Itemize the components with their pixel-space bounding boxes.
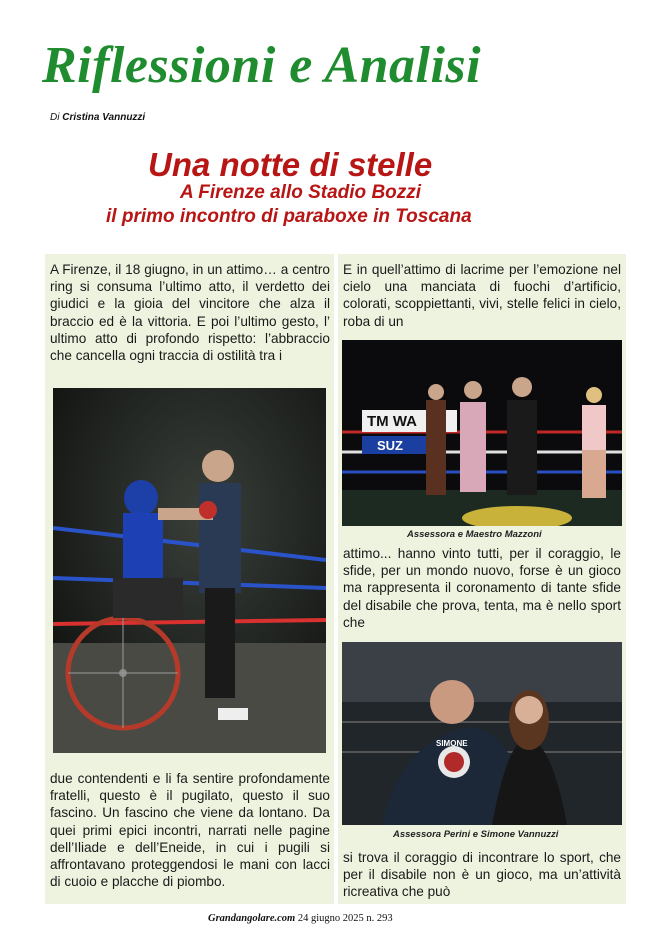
photo-boxer-wheelchair	[53, 388, 326, 753]
right-text-top: E in quell’attimo di lacrime per l’emozione nel cielo una manciata di fuochi d’artificio, colorati, scoppiettanti, vivi, stelle felici in cielo, roba di un	[343, 262, 621, 329]
left-text-top: A Firenze, il 18 giugno, in un attimo… a centro ring si consuma l’ultimo atto, il verdetto dei giudici e la gioia del vincitore che alza il braccio ed è la vittoria. E poi l’ultimo gesto, l’ ultimo atto di profondo rispetto: l’abbraccio che cancella ogni traccia di ostilità tra i	[50, 262, 330, 364]
article-subhead-2: il primo incontro di paraboxe in Toscana	[106, 206, 472, 227]
byline-prefix: Di	[50, 112, 60, 123]
right-text-middle: attimo... hanno vinto tutti, per il coraggio, le sfide, per un mondo nuovo, forse è un gioco ma rappresenta il coronamento di tante sfide del disabile che prova, tenta, ma è nello sport che	[343, 546, 621, 630]
article-subhead-1: A Firenze allo Stadio Bozzi	[180, 182, 422, 203]
banner-text-1: TM WA	[367, 413, 417, 430]
left-text-bottom: due contendenti e li fa sentire profondamente fratelli, questo è il pugilato, questo il suo fascino. Un fascino che viene da lontano. Da quei primi epici incontri, narrati nelle pagine dell’Iliade e dell’Eneide, in cui i pugili si affrontavano proteggendosi le mani con lacci di cuoio e placche di piombo.	[50, 771, 330, 890]
byline	[50, 112, 145, 123]
author-name: Cristina Vannuzzi	[62, 112, 146, 123]
right-text-bottom: si trova il coraggio di incontrare lo sport, che per il disabile non è un gioco, ma un’attività ricreativa che può	[343, 850, 621, 900]
page-footer	[208, 913, 393, 924]
section-title: Riflessioni e Analisi	[42, 37, 482, 94]
photo-portrait-couple	[342, 642, 622, 825]
article-headline: Una notte di stelle	[148, 146, 433, 183]
photo-caption-1: Assessora e Maestro Mazzoni	[407, 529, 542, 540]
photo-ring-group	[342, 340, 622, 526]
shirt-text: SIMONE	[436, 739, 468, 748]
footer-site: Grandangolare.com	[208, 913, 296, 924]
footer-date: 24 giugno 2025 n. 293	[297, 913, 393, 924]
banner-text-2: SUZ	[377, 438, 403, 453]
photo-caption-2: Assessora Perini e Simone Vannuzzi	[393, 829, 559, 840]
